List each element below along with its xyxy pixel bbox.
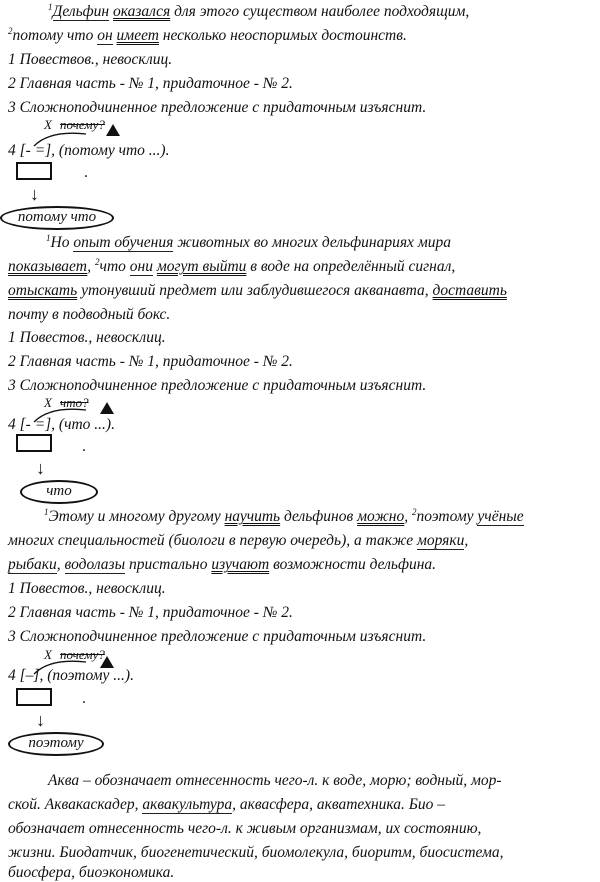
b2-arrow-icon: ↓ <box>36 458 45 478</box>
b3-item2: 2 Главная часть - № 1, придаточное - № 2. <box>8 604 293 621</box>
b2-scheme-x: X <box>44 395 52 410</box>
b3-line1: $^1$Этому и многому другому научить дельфинов можно, $^2$поэтому учёные <box>44 506 524 525</box>
b2-box-icon <box>16 434 52 452</box>
b3-line3: рыбаки, водолазы пристально изучают возможности дельфина. <box>8 556 437 573</box>
b3-box-icon <box>16 688 52 706</box>
b3-scheme: 4 [–], (поэтому ...). <box>8 667 134 684</box>
para-line3: обозначает отнесенность чего-л. к живым организмам, их состоянию, <box>8 820 482 837</box>
b2-line2: показывает, $^2$что они могут выйти в воде на определённый сигнал, <box>8 256 456 275</box>
b2-conjunction-oval: что <box>20 480 98 504</box>
b1-scheme-x: X <box>44 117 52 132</box>
b3-scheme-question: почему? <box>60 647 105 662</box>
b2-scheme: 4 [- =], (что ...). <box>8 416 115 433</box>
b2-item3: 3 Сложноподчиненное предложение с придаточным изъяснит. <box>8 377 427 394</box>
para-line2: ской. Аквакаскадер, аквакультура, аквасфера, акватехника. Био – <box>8 796 446 813</box>
b1-sentence-line2: $^2$потому что он имеет несколько неоспоримых достоинств. <box>8 25 407 44</box>
b3-item3: 3 Сложноподчиненное предложение с придаточным изъяснит. <box>8 628 427 645</box>
b1-box-icon <box>16 162 52 180</box>
b1-item3: 3 Сложноподчиненное предложение с придаточным изъяснит. <box>8 99 427 116</box>
b1-scheme: 4 [- =], (потому что ...). <box>8 142 170 159</box>
b1-arrow-icon: ↓ <box>30 184 39 204</box>
b2-scheme-question: что? <box>60 395 89 410</box>
b2-line3: отыскать утонувший предмет или заблудившегося акванавта, доставить <box>8 282 507 299</box>
para-line5: биосфера, биоэкономика. <box>8 864 175 881</box>
b3-scheme-x: X <box>44 647 52 662</box>
b2-triangle-icon <box>100 402 114 414</box>
para-line1: Аква – обозначает отнесенность чего-л. к воде, морю; водный, мор- <box>48 772 502 789</box>
b2-line4: почту в подводный бокс. <box>8 306 171 323</box>
b3-conjunction-oval: поэтому <box>8 732 104 756</box>
b3-line2: многих специальностей (биологи в первую очередь), а также моряки, <box>8 532 469 549</box>
b1-sentence-line1: $^1$Дельфин оказался для этого существом наиболее подходящим, <box>48 1 470 20</box>
b1-item1: 1 Повествов., невосклиц. <box>8 51 173 68</box>
b1-conjunction-oval: потому что <box>0 206 114 230</box>
b3-arrow-icon: ↓ <box>36 710 45 730</box>
b1-item2: 2 Главная часть - № 1, придаточное - № 2. <box>8 75 293 92</box>
b3-dot: . <box>82 690 86 707</box>
b1-scheme-question: почему? <box>60 117 105 132</box>
b2-dot: . <box>82 438 86 455</box>
b2-item2: 2 Главная часть - № 1, придаточное - № 2. <box>8 353 293 370</box>
b3-item1: 1 Повестов., невосклиц. <box>8 580 166 597</box>
para-line4: жизни. Биодатчик, биогенетический, биомолекула, биоритм, биосистема, <box>8 844 504 861</box>
b1-triangle-icon <box>106 124 120 136</box>
b2-item1: 1 Повестов., невосклиц. <box>8 329 166 346</box>
b2-line1: $^1$Но опыт обучения животных во многих дельфинариях мира <box>46 232 451 251</box>
b1-dot: . <box>84 164 88 181</box>
